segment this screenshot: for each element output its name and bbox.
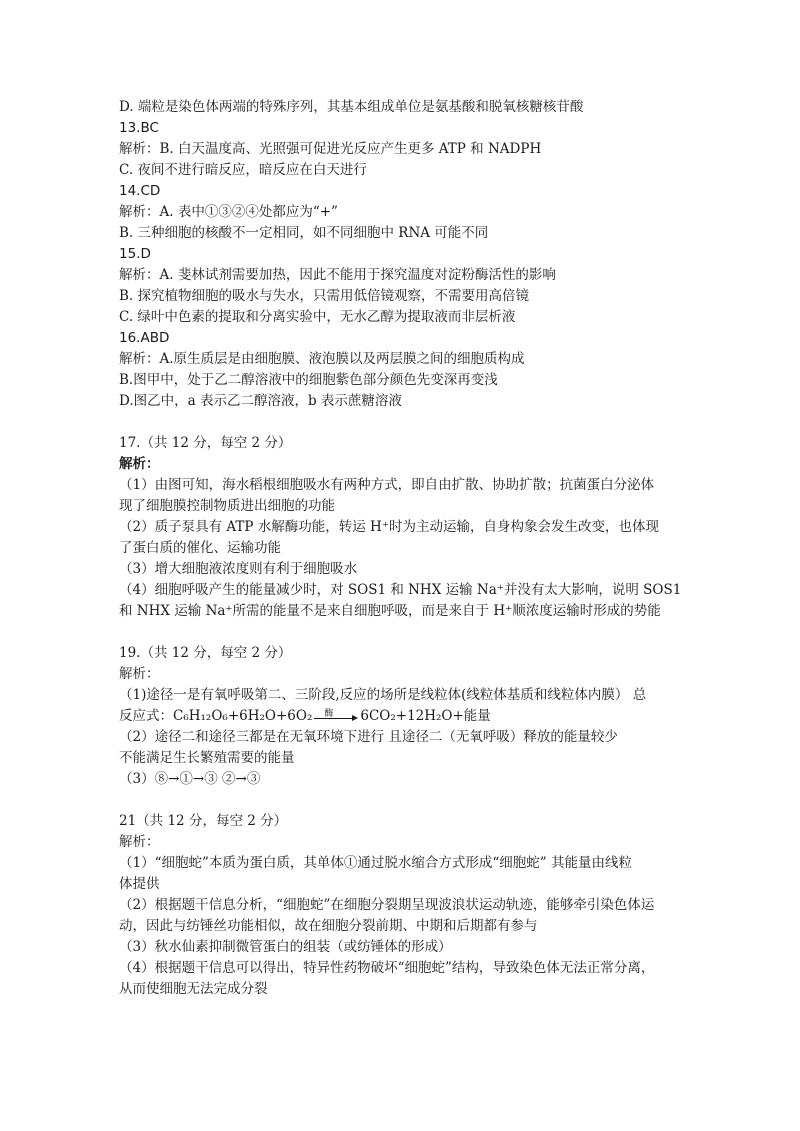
equation-line — [119, 706, 689, 726]
answer-heading: 13.BC — [119, 120, 159, 136]
analysis-label: 解析： — [119, 456, 160, 472]
text-line: 解析：A. 斐林试剂需要加热，因此不能用于探究温度对淀粉酶活性的影响 — [119, 267, 556, 283]
text-line: （2）根据题干信息分析，“细胞蛇”在细胞分裂期呈现波浪状运动轨迹，能够牵引染色体运 — [119, 897, 655, 913]
section-heading: 19.（共 12 分，每空 2 分） — [119, 645, 292, 661]
text-line: 不能满足生长繁殖需要的能量 — [119, 750, 295, 766]
equation-prefix: 反应式：C₆H₁₂O₆+6H₂O+6O₂ — [119, 708, 313, 724]
text-line: 动，因此与纺锤丝功能相似，故在细胞分裂前期、中期和后期都有参与 — [119, 918, 538, 934]
text-line: B. 探究植物细胞的吸水与失水，只需用低倍镜观察，不需要用高倍镜 — [119, 288, 530, 304]
text-line: （3）⑧→①→③ ②→③ — [119, 771, 261, 787]
text-line: （1)途径一是有氧呼吸第二、三阶段,反应的场所是线粒体(线粒体基质和线粒体内膜） 总 — [119, 687, 647, 703]
text-line: D.图乙中，a 表示乙二醇溶液，b 表示蔗糖溶液 — [119, 393, 402, 409]
answer-heading: 15.D — [119, 246, 151, 262]
text-line: D. 端粒是染色体两端的特殊序列，其基本组成单位是氨基酸和脱氧核糖核苷酸 — [119, 99, 584, 115]
text-line: （3）增大细胞液浓度则有利于细胞吸水 — [119, 561, 358, 577]
analysis-label: 解析： — [119, 834, 160, 850]
answer-heading: 14.CD — [119, 183, 161, 199]
text-line: （4）根据题干信息可以得出，特异性药物破坏“细胞蛇”结构，导致染色体无法正常分离， — [119, 960, 655, 976]
text-line: 现了细胞膜控制物质进出细胞的功能 — [119, 498, 335, 514]
text-line: （1）“细胞蛇”本质为蛋白质，其单体①通过脱水缩合方式形成“细胞蛇” 其能量由线粒 — [119, 855, 632, 871]
text-line: 解析：A.原生质层是由细胞膜、液泡膜以及两层膜之间的细胞质构成 — [119, 351, 525, 367]
text-line: （4）细胞呼吸产生的能量减少时，对 SOS1 和 NHX 运输 Na⁺并没有太大影响，说明 SOS1 — [119, 582, 682, 598]
text-line: 体提供 — [119, 876, 160, 892]
section-heading: 21（共 12 分，每空 2 分） — [119, 813, 288, 829]
text-line: B.图甲中，处于乙二醇溶液中的细胞紫色部分颜色先变深再变浅 — [119, 372, 498, 388]
reaction-arrow-icon — [314, 708, 358, 722]
answer-heading: 16.ABD — [119, 330, 170, 346]
text-line: （3）秋水仙素抑制微管蛋白的组装（或纺锤体的形成） — [119, 939, 452, 955]
analysis-label: 解析： — [119, 666, 160, 682]
text-line: B. 三种细胞的核酸不一定相同，如不同细胞中 RNA 可能不同 — [119, 225, 489, 241]
text-line: 了蛋白质的催化、运输功能 — [119, 540, 281, 556]
text-line: C. 绿叶中色素的提取和分离实验中，无水乙醇为提取液而非层析液 — [119, 309, 516, 325]
reaction-condition: 酶 — [324, 708, 334, 719]
text-line: （1）由图可知，海水稻根细胞吸水有两种方式，即自由扩散、协助扩散；抗菌蛋白分泌体 — [119, 477, 655, 493]
text-line: 解析：B. 白天温度高、光照强可促进光反应产生更多 ATP 和 NADPH — [119, 141, 542, 157]
section-heading: 17.（共 12 分，每空 2 分） — [119, 435, 292, 451]
equation-suffix: 6CO₂+12H₂O+能量 — [360, 708, 491, 724]
text-line: 解析：A. 表中①③②④处都应为“+” — [119, 204, 338, 220]
text-line: （2）途径二和途径三都是在无氧环境下进行 且途径二（无氧呼吸）释放的能量较少 — [119, 729, 618, 745]
text-line: （2）质子泵具有 ATP 水解酶功能，转运 H⁺时为主动运输，自身构象会发生改变，也体现 — [119, 519, 659, 535]
text-line: 从而使细胞无法完成分裂 — [119, 981, 268, 997]
text-line: C. 夜间不进行暗反应，暗反应在白天进行 — [119, 162, 367, 178]
text-line: 和 NHX 运输 Na⁺所需的能量不是来自细胞呼吸，而是来自于 H⁺顺浓度运输时形成的势能 — [119, 603, 661, 619]
